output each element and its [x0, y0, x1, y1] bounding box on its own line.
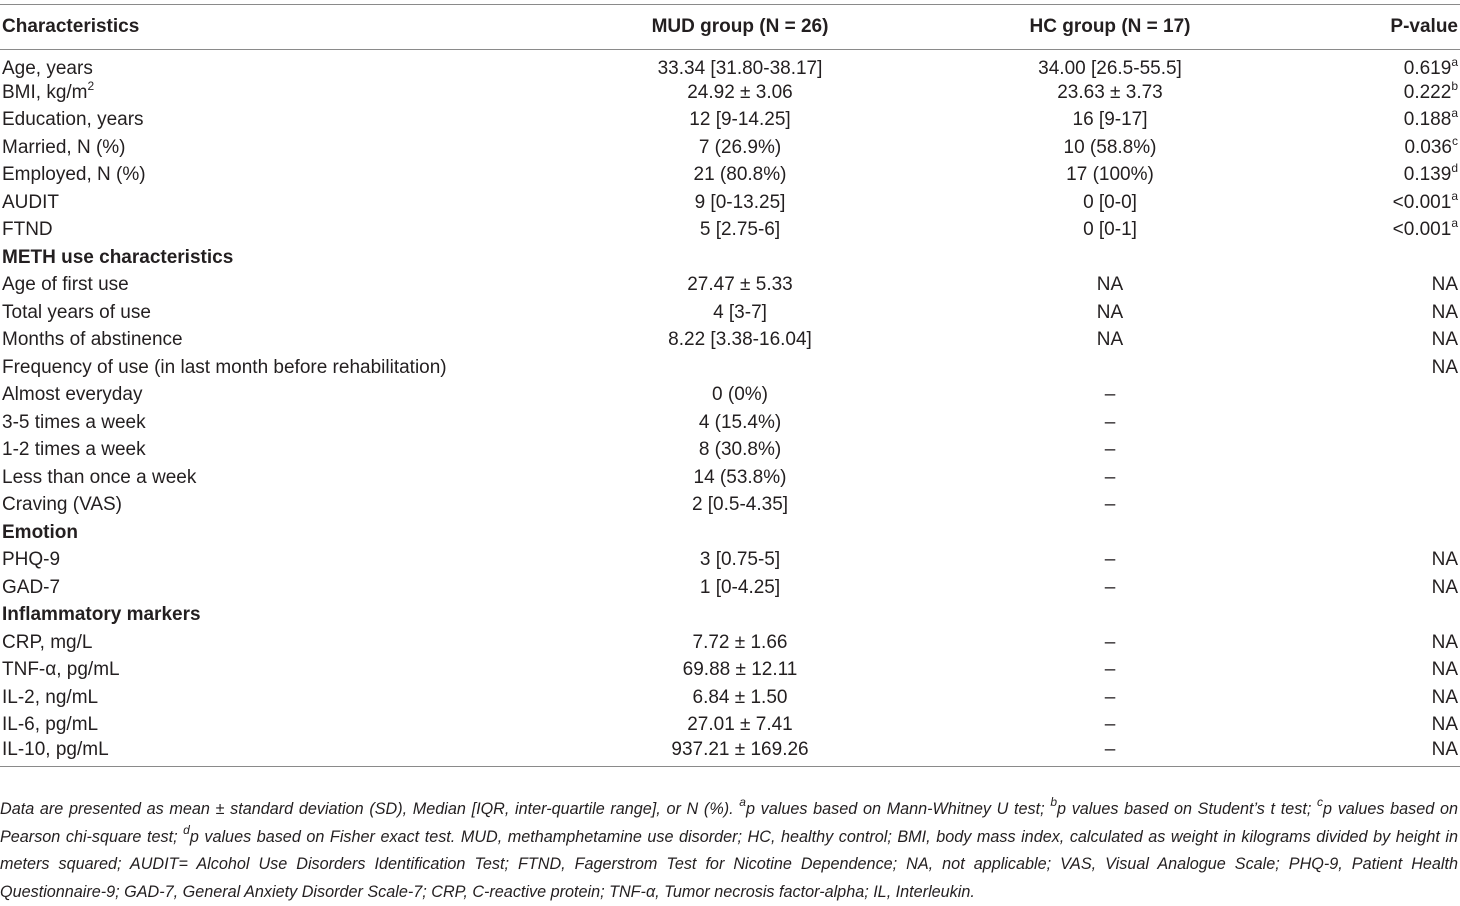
cell-p-value-text: NA — [1431, 274, 1458, 296]
cell-p-value — [1280, 739, 1460, 767]
cell-mud-value — [540, 217, 940, 245]
row-label — [0, 547, 540, 575]
cell-p-value — [1280, 464, 1460, 492]
row-label-text: Frequency of use (in last month before rehabilitation) — [2, 356, 447, 378]
cell-mud-value — [540, 712, 940, 740]
cell-p-value — [1280, 50, 1460, 80]
cell-p-value — [1280, 712, 1460, 740]
cell-hc-value-text: NA — [1096, 329, 1124, 351]
row-label-text: AUDIT — [2, 191, 59, 213]
cell-p-value-text: NA — [1431, 686, 1458, 708]
row-label-text: Almost everyday — [2, 384, 143, 406]
cell-hc-value — [940, 354, 1280, 382]
header-mud-group: MUD group (N = 26) — [540, 5, 940, 50]
footnote-sup-d: d — [183, 822, 190, 837]
table-row — [0, 657, 1460, 685]
header-row — [0, 5, 1460, 50]
row-label — [0, 272, 540, 300]
cell-p-value-superscript: a — [1451, 216, 1458, 231]
row-label — [0, 739, 540, 767]
cell-p-value-text: 0.222 — [1403, 81, 1452, 103]
cell-p-value — [1280, 629, 1460, 657]
cell-hc-value-text: 10 (58.8%) — [1063, 136, 1157, 158]
table-footnote — [0, 796, 1458, 906]
row-label-text: IL-10, pg/mL — [2, 738, 109, 760]
row-label — [0, 382, 540, 410]
row-label — [0, 162, 540, 190]
section-header-row — [0, 602, 1460, 630]
cell-p-value — [1280, 299, 1460, 327]
footnote-intro: Data are presented as mean ± standard deviation (SD), Median [IQR, inter-quartile range], or N (%). — [0, 800, 740, 818]
table-row — [0, 629, 1460, 657]
cell-hc-value-text: 0 [0-0] — [1083, 191, 1137, 213]
cell-hc-value — [940, 464, 1280, 492]
cell-hc-value — [940, 547, 1280, 575]
row-label — [0, 437, 540, 465]
cell-mud-value-text: 8.22 [3.38-16.04] — [668, 329, 812, 351]
row-label — [0, 492, 540, 520]
cell-mud-value-text: 9 [0-13.25] — [694, 191, 786, 213]
cell-p-value-superscript: d — [1451, 161, 1458, 176]
row-label-text: Total years of use — [2, 301, 151, 323]
table-row — [0, 382, 1460, 410]
cell-p-value-superscript: b — [1451, 78, 1458, 93]
cell-hc-value-text: – — [1104, 466, 1116, 488]
cell-hc-value-text: 0 [0-1] — [1083, 219, 1137, 241]
row-label-text: Employed, N (%) — [2, 164, 146, 186]
row-label-text: Married, N (%) — [2, 136, 126, 158]
cell-hc-value — [940, 79, 1280, 107]
cell-mud-value-text: 937.21 ± 169.26 — [671, 738, 809, 760]
cell-p-value — [1280, 354, 1460, 382]
footnote-text-a: p values based on Mann-Whitney U test; — [745, 800, 1051, 818]
cell-p-value — [1280, 409, 1460, 437]
table-row — [0, 272, 1460, 300]
cell-hc-value-text: – — [1104, 384, 1116, 406]
cell-hc-value-text: 16 [9-17] — [1072, 109, 1148, 131]
footnote-text-b: p values based on Student’s t test; — [1057, 800, 1318, 818]
row-label — [0, 50, 540, 80]
row-label — [0, 107, 540, 135]
footnote-text-c: p values based on Pearson chi-square test; — [0, 800, 1458, 846]
cell-hc-value-text: – — [1104, 714, 1116, 736]
cell-hc-value — [940, 712, 1280, 740]
row-label-text: Less than once a week — [2, 466, 197, 488]
row-label-text: Education, years — [2, 109, 144, 131]
table-row — [0, 712, 1460, 740]
row-label-text: BMI, kg/m — [2, 81, 88, 103]
cell-p-value-superscript: a — [1451, 106, 1458, 121]
cell-hc-value — [940, 327, 1280, 355]
cell-mud-value-text: 5 [2.75-6] — [699, 219, 781, 241]
cell-mud-value-text: 1 [0-4.25] — [699, 576, 781, 598]
table-row — [0, 547, 1460, 575]
row-label-text: Months of abstinence — [2, 329, 183, 351]
row-label — [0, 79, 540, 107]
row-label — [0, 217, 540, 245]
cell-p-value — [1280, 437, 1460, 465]
row-label — [0, 712, 540, 740]
cell-p-value-text: <0.001 — [1392, 219, 1452, 241]
cell-hc-value-text: – — [1104, 411, 1116, 433]
table-row — [0, 189, 1460, 217]
table-row — [0, 217, 1460, 245]
row-label-text: 1-2 times a week — [2, 439, 146, 461]
cell-mud-value — [540, 574, 940, 602]
row-label — [0, 684, 540, 712]
cell-p-value — [1280, 547, 1460, 575]
cell-p-value-text: NA — [1431, 738, 1458, 760]
cell-hc-value-text: – — [1104, 686, 1116, 708]
cell-p-value — [1280, 217, 1460, 245]
cell-mud-value-text: 6.84 ± 1.50 — [692, 686, 788, 708]
cell-hc-value — [940, 189, 1280, 217]
row-label-text: IL-2, ng/mL — [2, 686, 99, 708]
cell-mud-value — [540, 354, 940, 382]
cell-p-value-text: NA — [1431, 714, 1458, 736]
row-label-text: TNF-α, pg/mL — [2, 659, 120, 681]
table-body — [0, 50, 1460, 767]
cell-mud-value-text: 4 [3-7] — [713, 301, 767, 323]
cell-mud-value-text: 8 (30.8%) — [698, 439, 782, 461]
section-header-row — [0, 244, 1460, 272]
cell-hc-value-text: 17 (100%) — [1066, 164, 1154, 186]
table-row — [0, 492, 1460, 520]
cell-hc-value-text: – — [1104, 494, 1116, 516]
cell-p-value-text: 0.139 — [1403, 164, 1452, 186]
cell-hc-value-text: – — [1104, 738, 1116, 760]
cell-hc-value-text: 23.63 ± 3.73 — [1057, 81, 1163, 103]
cell-p-value-text: NA — [1431, 356, 1458, 378]
cell-mud-value-text: 3 [0.75-5] — [699, 549, 781, 571]
cell-p-value-superscript: a — [1451, 188, 1458, 203]
cell-p-value — [1280, 574, 1460, 602]
cell-p-value-text: 0.036 — [1404, 136, 1452, 158]
cell-hc-value — [940, 657, 1280, 685]
cell-mud-value — [540, 327, 940, 355]
cell-hc-value-text: 34.00 [26.5-55.5] — [1038, 58, 1182, 79]
characteristics-table — [0, 4, 1460, 767]
cell-hc-value — [940, 299, 1280, 327]
row-label — [0, 189, 540, 217]
cell-mud-value-text: 12 [9-14.25] — [689, 109, 791, 131]
table-row — [0, 409, 1460, 437]
cell-p-value-text: 0.619 — [1403, 58, 1452, 79]
table-header — [0, 5, 1460, 50]
cell-hc-value — [940, 50, 1280, 80]
section-label: Emotion — [2, 521, 78, 543]
cell-mud-value — [540, 50, 940, 80]
cell-hc-value-text: NA — [1096, 274, 1124, 296]
cell-mud-value — [540, 382, 940, 410]
row-label — [0, 574, 540, 602]
header-characteristics: Characteristics — [0, 5, 540, 50]
cell-p-value-text: 0.188 — [1403, 109, 1452, 131]
cell-hc-value — [940, 437, 1280, 465]
cell-mud-value — [540, 492, 940, 520]
cell-p-value-text: NA — [1431, 329, 1458, 351]
row-label-text: Age of first use — [2, 274, 129, 296]
footnote-text-d: p values based on Fisher exact test. MUD, methamphetamine use disorder; HC, healthy control; BMI, body mass index, calculated as weight in kilograms divided by height in meters squared; AUDIT= Alcohol Use Disorders Identification Test; FTND, Fagerstrom Test for Nicotine Dependence; NA, not applicable; VAS, Visual Analogue Scale; PHQ-9, Patient Health Questionnaire-9; GAD-7, General Anxiety Disorder Scale-7; CRP, C-reactive protein; TNF-α, Tumor necrosis factor-alpha; IL, Interleukin. — [0, 827, 1459, 901]
row-label — [0, 134, 540, 162]
section-header-row — [0, 519, 1460, 547]
row-label — [0, 354, 540, 382]
cell-mud-value — [540, 107, 940, 135]
table-row — [0, 574, 1460, 602]
cell-mud-value-text: 2 [0.5-4.35] — [691, 494, 789, 516]
cell-mud-value-text: 7 (26.9%) — [698, 136, 782, 158]
cell-p-value — [1280, 327, 1460, 355]
table-row — [0, 299, 1460, 327]
cell-mud-value — [540, 684, 940, 712]
table-row — [0, 739, 1460, 767]
row-label-superscript: 2 — [87, 78, 95, 93]
cell-hc-value — [940, 382, 1280, 410]
cell-mud-value — [540, 79, 940, 107]
cell-mud-value — [540, 464, 940, 492]
cell-mud-value — [540, 657, 940, 685]
table-row — [0, 50, 1460, 80]
cell-mud-value-text: 69.88 ± 12.11 — [682, 659, 798, 681]
row-label-text: PHQ-9 — [2, 549, 61, 571]
cell-hc-value-text: – — [1104, 659, 1116, 681]
cell-p-value — [1280, 107, 1460, 135]
cell-p-value-text: <0.001 — [1392, 191, 1452, 213]
cell-hc-value — [940, 739, 1280, 767]
table-row — [0, 162, 1460, 190]
cell-p-value — [1280, 684, 1460, 712]
cell-mud-value — [540, 162, 940, 190]
cell-mud-value — [540, 739, 940, 767]
cell-p-value-superscript: a — [1451, 55, 1458, 69]
cell-mud-value — [540, 272, 940, 300]
table-row — [0, 79, 1460, 107]
cell-mud-value — [540, 189, 940, 217]
cell-p-value-text: NA — [1431, 301, 1458, 323]
cell-p-value — [1280, 382, 1460, 410]
footnote-sup-c: c — [1317, 795, 1324, 809]
cell-mud-value-text: 24.92 ± 3.06 — [687, 81, 793, 103]
row-label — [0, 657, 540, 685]
footnote-sup-a: a — [739, 795, 746, 809]
cell-mud-value-text: 14 (53.8%) — [693, 466, 787, 488]
cell-mud-value-text: 21 (80.8%) — [693, 164, 787, 186]
table-row — [0, 464, 1460, 492]
cell-hc-value — [940, 272, 1280, 300]
table-row — [0, 107, 1460, 135]
cell-hc-value-text: – — [1104, 549, 1116, 571]
cell-p-value — [1280, 272, 1460, 300]
row-label-text: Age, years — [2, 58, 93, 79]
cell-mud-value-text: 33.34 [31.80-38.17] — [657, 58, 823, 79]
cell-mud-value-text: 0 (0%) — [712, 384, 768, 406]
cell-hc-value — [940, 107, 1280, 135]
cell-hc-value — [940, 574, 1280, 602]
row-label — [0, 464, 540, 492]
cell-p-value — [1280, 134, 1460, 162]
table-row — [0, 354, 1460, 382]
cell-p-value — [1280, 189, 1460, 217]
row-label — [0, 299, 540, 327]
cell-p-value — [1280, 657, 1460, 685]
cell-p-value-text: NA — [1431, 631, 1458, 653]
cell-p-value-superscript: c — [1452, 133, 1458, 148]
cell-hc-value — [940, 409, 1280, 437]
cell-mud-value — [540, 547, 940, 575]
table-row — [0, 327, 1460, 355]
cell-hc-value — [940, 217, 1280, 245]
table-row — [0, 437, 1460, 465]
cell-hc-value — [940, 492, 1280, 520]
cell-mud-value-text: 27.01 ± 7.41 — [687, 714, 793, 736]
header-p-value: P-value — [1280, 5, 1460, 50]
row-label — [0, 629, 540, 657]
cell-p-value-text: NA — [1431, 576, 1458, 598]
cell-hc-value — [940, 629, 1280, 657]
cell-p-value — [1280, 79, 1460, 107]
row-label-text: Craving (VAS) — [2, 494, 123, 516]
cell-hc-value-text: – — [1104, 576, 1116, 598]
cell-hc-value-text: NA — [1096, 301, 1124, 323]
cell-mud-value — [540, 629, 940, 657]
cell-mud-value-text: 4 (15.4%) — [698, 411, 782, 433]
section-label: Inflammatory markers — [2, 604, 201, 626]
cell-p-value — [1280, 492, 1460, 520]
cell-mud-value — [540, 299, 940, 327]
table-row — [0, 134, 1460, 162]
row-label — [0, 409, 540, 437]
cell-mud-value — [540, 409, 940, 437]
section-label: METH use characteristics — [2, 246, 234, 268]
cell-hc-value — [940, 134, 1280, 162]
cell-p-value-text: NA — [1431, 659, 1458, 681]
row-label — [0, 327, 540, 355]
cell-hc-value-text: – — [1104, 631, 1116, 653]
cell-mud-value-text: 27.47 ± 5.33 — [687, 274, 793, 296]
cell-mud-value-text: 7.72 ± 1.66 — [692, 631, 788, 653]
row-label-text: GAD-7 — [2, 576, 61, 598]
table-row — [0, 684, 1460, 712]
footnote-sup-b: b — [1050, 795, 1058, 809]
row-label-text: IL-6, pg/mL — [2, 714, 99, 736]
cell-hc-value — [940, 684, 1280, 712]
row-label-text: 3-5 times a week — [2, 411, 146, 433]
cell-p-value-text: NA — [1431, 549, 1458, 571]
row-label-text: FTND — [2, 219, 53, 241]
cell-hc-value — [940, 162, 1280, 190]
cell-mud-value — [540, 134, 940, 162]
cell-mud-value — [540, 437, 940, 465]
cell-hc-value-text: – — [1104, 439, 1116, 461]
cell-p-value — [1280, 162, 1460, 190]
header-hc-group: HC group (N = 17) — [940, 5, 1280, 50]
row-label-text: CRP, mg/L — [2, 631, 93, 653]
